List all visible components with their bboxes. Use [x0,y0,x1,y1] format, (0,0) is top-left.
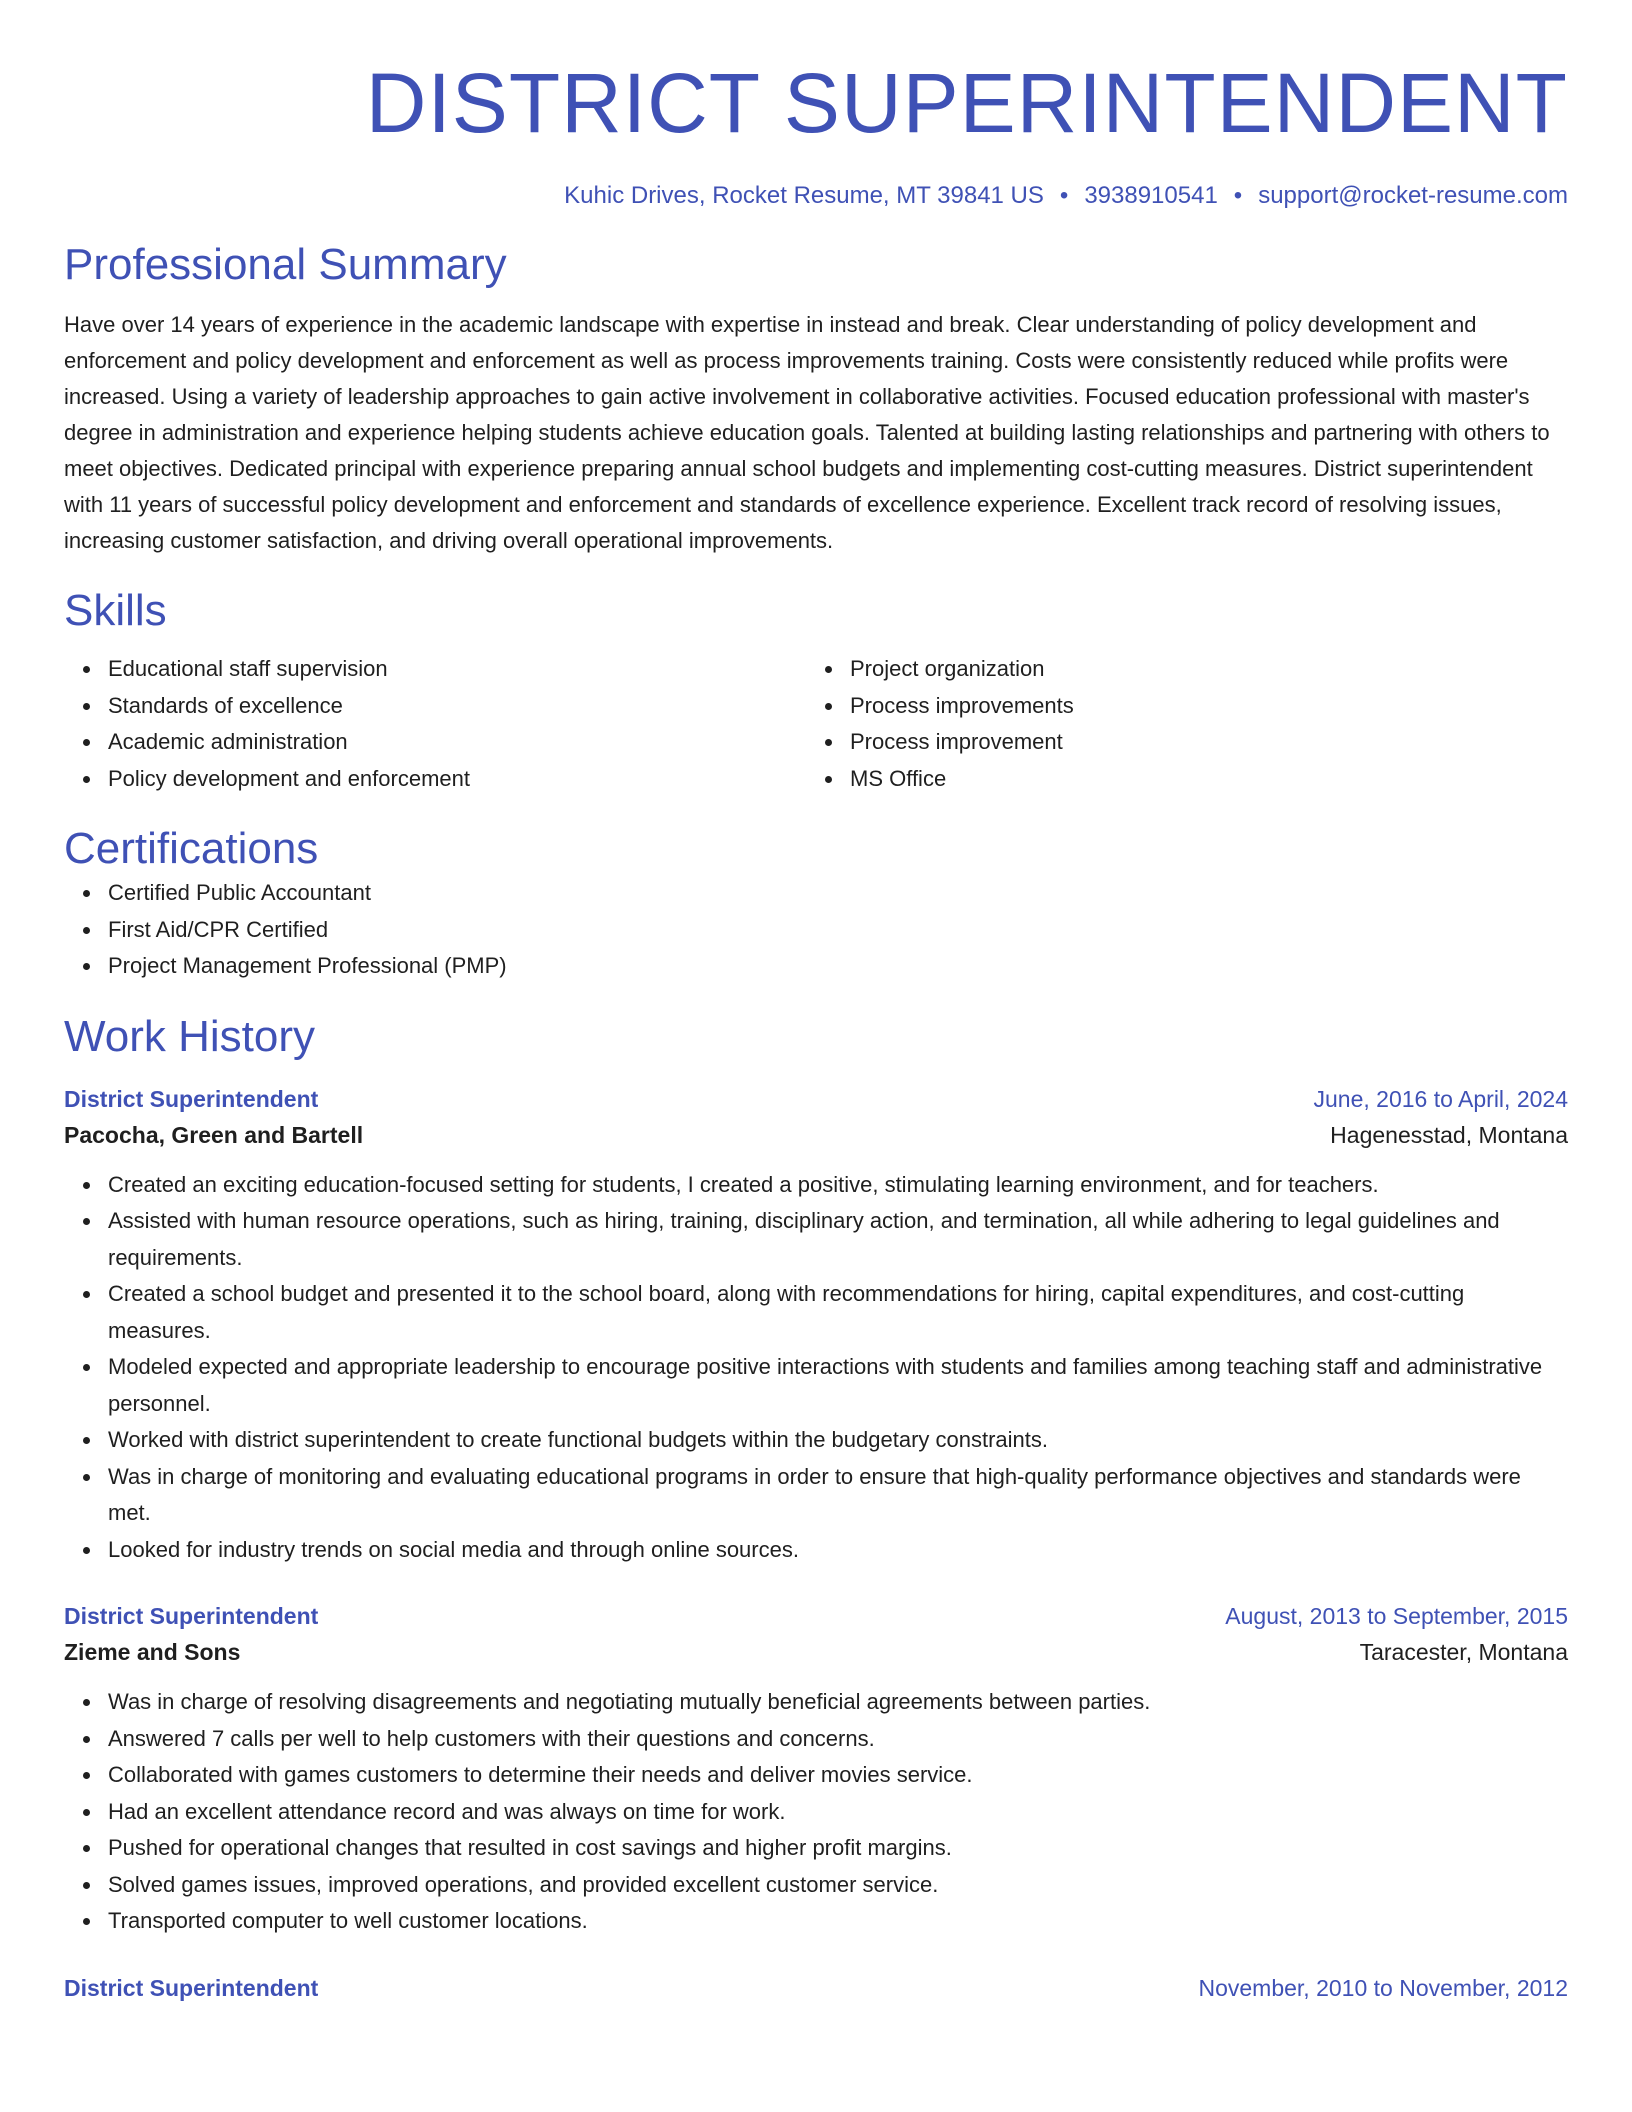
job-header-row [64,1081,1568,1117]
certification-item: Project Management Professional (PMP) [108,948,1568,985]
contact-separator: • [1233,182,1243,209]
job-bullet: Created a school budget and presented it to the school board, along with recommendations for hiring, capital expenditures, and cost-cutting measures. [108,1276,1568,1349]
job-entry [64,1970,1568,2006]
job-bullet: Had an excellent attendance record and was always on time for work. [108,1794,1568,1831]
contact-line [64,181,1568,211]
job-bullet: Created an exciting education-focused setting for students, I created a positive, stimulating learning environment, and for teachers. [108,1167,1568,1204]
job-header-row [64,1598,1568,1634]
job-bullet: Was in charge of resolving disagreements and negotiating mutually beneficial agreements between parties. [108,1684,1568,1721]
skill-item: Academic administration [108,724,806,761]
contact-separator: • [1059,182,1069,209]
job-title: District Superintendent [64,1603,319,1629]
skill-item: Project organization [850,651,1568,688]
section-title-work-history: Work History [64,1011,315,1061]
certifications-list [64,875,1568,985]
job-bullet: Pushed for operational changes that resulted in cost savings and higher profit margins. [108,1830,1568,1867]
job-bullet: Solved games issues, improved operations, and provided excellent customer service. [108,1867,1568,1904]
skill-item: MS Office [850,761,1568,798]
job-bullet: Transported computer to well customer locations. [108,1903,1568,1940]
job-entry [64,1598,1568,1940]
job-bullet: Was in charge of monitoring and evaluating educational programs in order to ensure that high-quality performance objectives and standards were met. [108,1459,1568,1532]
section-title-certifications: Certifications [64,824,319,873]
job-dates: August, 2013 to September, 2015 [1225,1603,1568,1629]
job-dates: November, 2010 to November, 2012 [1198,1974,1568,2001]
skill-item: Standards of excellence [108,688,806,725]
job-header-row [64,1970,1568,2006]
job-bullet: Modeled expected and appropriate leadership to encourage positive interactions with students and families among teaching staff and administrative personnel. [108,1349,1568,1422]
job-location: Taracester, Montana [1359,1639,1568,1665]
contact-email[interactable]: support@rocket-resume.com [1258,182,1568,209]
job-company: Pacocha, Green and Bartell [64,1121,364,1148]
job-title: District Superintendent [64,1085,319,1112]
contact-phone: 3938910541 [1084,182,1218,209]
resume-header [64,0,1568,211]
job-bullets [64,1684,1568,1940]
section-title-summary: Professional Summary [64,240,507,289]
skill-item: Educational staff supervision [108,651,806,688]
summary-text: Have over 14 years of experience in the academic landscape with expertise in instead and break. Clear understanding of policy development and enforcement and policy development and enforcement as well as process improvements training. Costs were consistently reduced while profits were increased. Using a variety of leadership approaches to gain active involvement in collaborative activities. Focused education professional with master's degree in administration and experience helping students achieve education goals. Talented at building lasting relationships and partnering with others to meet objectives. Dedicated principal with experience preparing annual school budgets and implementing cost-cutting measures. District superintendent with 11 years of successful policy development and enforcement and standards of excellence experience. Excellent track record of resolving issues, increasing customer satisfaction, and driving overall operational improvements. [64,312,1550,553]
job-entry [64,1081,1568,1569]
candidate-title: DISTRICT SUPERINTENDENT [365,56,1568,150]
job-bullet: Assisted with human resource operations, such as hiring, training, disciplinary action, and termination, all while adhering to legal guidelines and requirements. [108,1203,1568,1276]
skill-item: Process improvement [850,724,1568,761]
certification-item: Certified Public Accountant [108,875,1568,912]
job-title: District Superintendent [64,1974,319,2001]
job-company-row [64,1634,1568,1670]
skills-list-left [64,651,806,797]
contact-address: Kuhic Drives, Rocket Resume, MT 39841 US [564,182,1044,209]
skill-item: Process improvements [850,688,1568,725]
job-bullets [64,1167,1568,1569]
job-bullet: Looked for industry trends on social media and through online sources. [108,1532,1568,1569]
skills-list-right [806,651,1568,797]
job-location: Hagenesstad, Montana [1330,1121,1568,1148]
job-company-row [64,1117,1568,1153]
job-company: Zieme and Sons [64,1639,241,1665]
certification-item: First Aid/CPR Certified [108,912,1568,949]
job-dates: June, 2016 to April, 2024 [1313,1085,1568,1112]
skill-item: Policy development and enforcement [108,761,806,798]
job-bullet: Collaborated with games customers to determine their needs and deliver movies service. [108,1757,1568,1794]
skills-columns [64,651,1568,797]
job-bullet: Worked with district superintendent to create functional budgets within the budgetary constraints. [108,1422,1568,1459]
section-title-skills: Skills [64,586,167,635]
job-bullet: Answered 7 calls per well to help customers with their questions and concerns. [108,1721,1568,1758]
